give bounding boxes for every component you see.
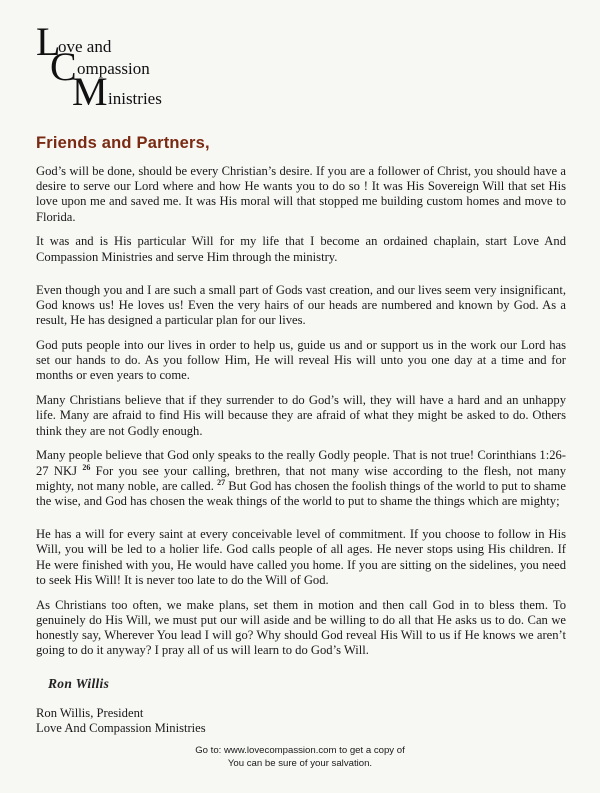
logo-word-compassion: ompassion	[77, 59, 150, 78]
paragraph-6	[36, 448, 566, 509]
handwritten-signature: Ron Willis	[48, 676, 110, 691]
paragraph-7: He has a will for every saint at every conceivable level of commitment. If you choose to follow in His Will, you will be led to a holier life. God calls people of all ages. He never stops using His children. If He were finished with you, He would have called you home. If you are sitting on the sidelines, you need to seek His Will! It is never too late to do the Will of God.	[36, 527, 566, 587]
signature-block	[36, 706, 206, 736]
scripture-verse-26: For you see your calling, brethren, that not many wise according to the flesh, not many mighty, not many noble, are called.	[36, 463, 567, 493]
scripture-verse-27: But God has chosen the foolish things of the world to put to shame the wise, and God has chosen the weak things of the world to put to shame the things which are mighty;	[36, 478, 566, 509]
logo-letter-m: M	[72, 69, 108, 114]
letter-greeting: Friends and Partners,	[36, 134, 210, 152]
verse-number-26: 26	[82, 462, 91, 472]
paragraph-8: As Christians too often, we make plans, set them in motion and then call God in to bless them. To genuinely do His Will, we must put our will aside and be willing to do all that He asks us to do. Can we honestly say, Wherever You lead I will go? Why should God reveal His Will to us if He knows we aren’t going to do it anyway? I pray all of us will learn to do God’s Will.	[36, 597, 566, 658]
logo-letter-c: C	[50, 44, 77, 89]
letter-body	[36, 164, 566, 668]
logo-letter-l: L	[36, 19, 61, 64]
footer-note	[0, 745, 600, 770]
logo-word-ministries: inistries	[108, 89, 162, 108]
signer-name-title: Ron Willis, President	[36, 706, 144, 720]
logo-word-love: ove and	[58, 37, 112, 56]
paragraph-1: God’s will be done, should be every Christian’s desire. If you are a follower of Christ, you should have a desire to serve our Lord where and how He wants you to do so ! It was His Sovereign Will that set His love upon me and saved me. It was His moral will that stopped me building custom homes and move to Florida.	[36, 164, 566, 224]
footer-line-1: Go to: www.lovecompassion.com to get a copy of	[195, 745, 405, 756]
paragraph-3: Even though you and I are such a small part of Gods vast creation, and our lives seem very insignificant, God knows us! He loves us! Even the very hairs of our heads are numbered and known by God. As a result, He has designed a particular plan for our lives.	[36, 282, 566, 328]
paragraph-2: It was and is His particular Will for my life that I become an ordained chaplain, start Love And Compassion Ministries and serve Him through the ministry.	[36, 234, 566, 264]
signer-organization: Love And Compassion Ministries	[36, 721, 206, 735]
paragraph-4: God puts people into our lives in order to help us, guide us and or support us in the work our Lord has set our hands to do. As you follow Him, He will reveal His will unto you one day at a time and for months or even years to come.	[36, 338, 566, 383]
paragraph-5: Many Christians believe that if they surrender to do God’s will, they will have a hard and an unhappy life. Many are afraid to find His will because they are afraid of what they might be asked to do. Others think they are not Godly enough.	[36, 393, 566, 438]
footer-line-2: You can be sure of your salvation.	[227, 757, 373, 769]
verse-number-27: 27	[217, 477, 226, 487]
ministry-logo	[36, 19, 206, 114]
scripture-intro: Many people believe that God only speaks to the really Godly people. That is not true! Corinthians 1:26-27 NKJ	[36, 448, 566, 478]
